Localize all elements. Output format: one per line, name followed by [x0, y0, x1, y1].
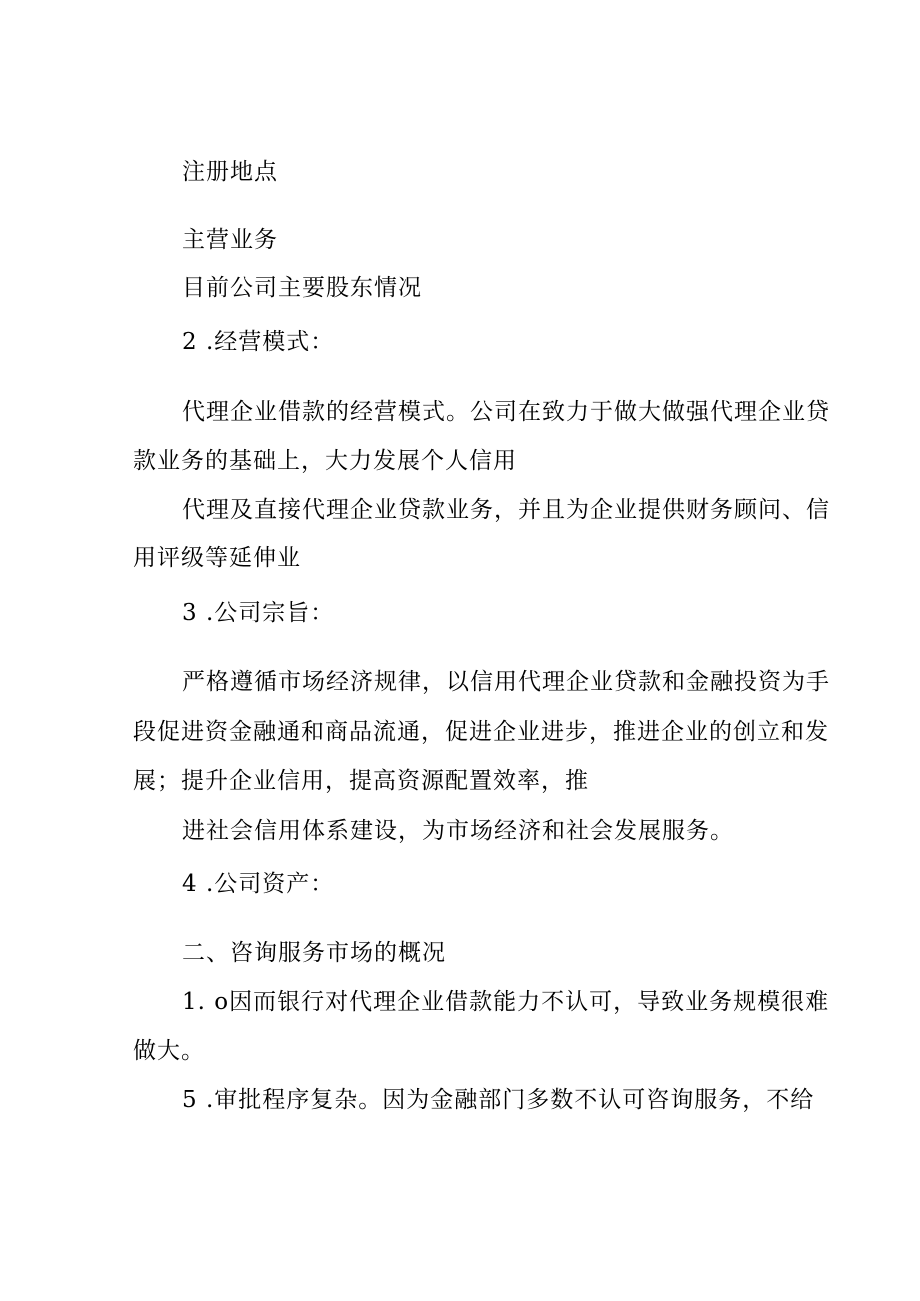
field-main-business: 主营业务	[182, 227, 278, 253]
paragraph-line: 段促进资金融通和商品流通，促进企业进步，推进企业的创立和发	[133, 719, 829, 745]
paragraph-line: 做大。	[133, 1038, 205, 1064]
section-heading-consulting-market: 二、咨询服务市场的概况	[182, 940, 446, 966]
paragraph-line: 用评级等延伸业	[133, 545, 301, 571]
paragraph-line: 代理及直接代理企业贷款业务，并且为企业提供财务顾问、信	[182, 497, 830, 523]
paragraph-line: 展；提升企业信用，提高资源配置效率，推	[133, 768, 589, 794]
paragraph-line: 严格遵循市场经济规律，以信用代理企业贷款和金融投资为手	[182, 669, 830, 695]
field-registered-address: 注册地点	[182, 159, 278, 185]
paragraph-line: 代理企业借款的经营模式。公司在致力于做大做强代理企业贷	[182, 399, 830, 425]
paragraph-line: 款业务的基础上，大力发展个人信用	[133, 448, 517, 474]
paragraph-line: 5 .审批程序复杂。因为金融部门多数不认可咨询服务，不给	[182, 1087, 815, 1113]
section-heading-company-purpose: 3 .公司宗旨：	[182, 600, 335, 626]
section-heading-company-assets: 4 .公司资产：	[182, 871, 335, 897]
field-main-shareholders: 目前公司主要股东情况	[182, 275, 422, 301]
paragraph-line: 进社会信用体系建设，为市场经济和社会发展服务。	[182, 818, 734, 844]
section-heading-business-model: 2 .经营模式：	[182, 329, 335, 355]
paragraph-line: 1. o因而银行对代理企业借款能力不认可，导致业务规模很难	[182, 989, 830, 1015]
